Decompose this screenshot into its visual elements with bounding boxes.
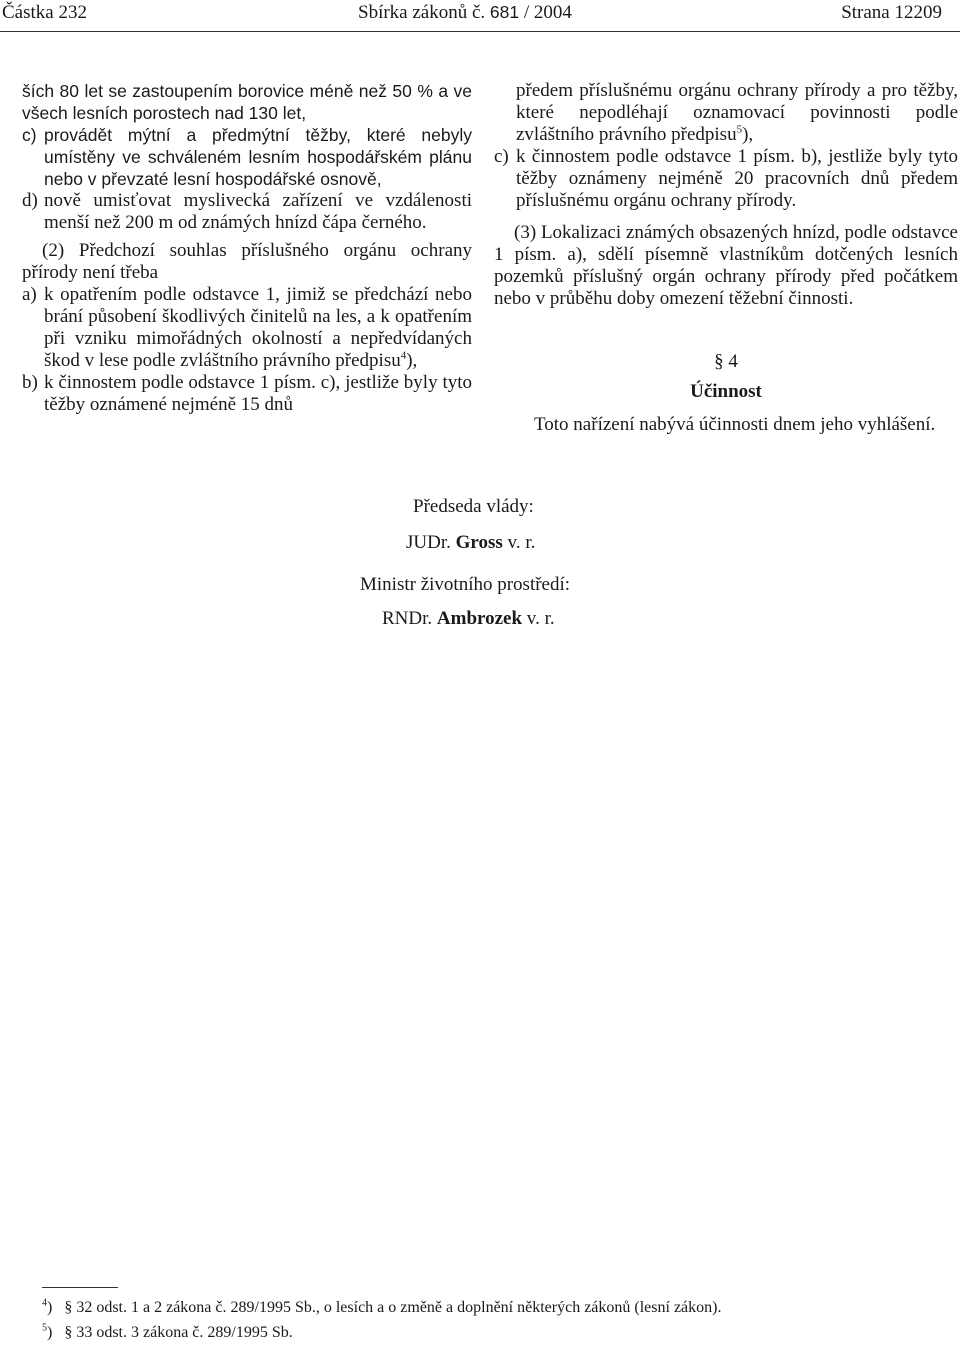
paragraph-2: (2) Předchozí souhlas příslušného orgánu ochrany přírody není třeba <box>22 240 472 283</box>
list-item-b <box>22 372 472 416</box>
header-page-number: Strana 12209 <box>841 2 942 23</box>
continuation-text: ších 80 let se zastoupením borovice méně než 50 % a ve všech lesních porostech nad 130 let, <box>22 81 472 123</box>
list-item-label: c) <box>494 146 509 167</box>
list-item-a <box>22 284 472 372</box>
minister-signature <box>382 608 555 630</box>
section-title: Účinnost <box>690 381 762 402</box>
footnote-text: 33 odst. 3 zákona č. 289/1995 Sb. <box>76 1324 293 1341</box>
footnote-4 <box>42 1299 721 1317</box>
list-item-c <box>22 124 472 190</box>
footnote-paren: ) <box>47 1324 53 1341</box>
list-item-text: k činnostem podle odstavce 1 písm. b), jestliže byly tyto těžby oznámeny nejméně 20 pracovních dnů předem příslušnému orgánu ochrany přírody. <box>516 146 958 211</box>
page-header <box>0 0 960 32</box>
footnote-text: 32 odst. 1 a 2 zákona č. 289/1995 Sb., o lesích a o změně a doplnění některých zákonů (lesní zákon). <box>76 1299 722 1316</box>
section-number: § 4 <box>714 351 738 372</box>
effect-clause: Toto nařízení nabývá účinnosti dnem jeho vyhlášení. <box>534 414 936 435</box>
list-item-d <box>22 190 472 234</box>
minister-title: RNDr. <box>382 608 433 629</box>
pm-signature <box>406 532 535 554</box>
list-item-text <box>44 284 472 372</box>
section-heading <box>494 350 958 404</box>
continuation-end: ), <box>742 124 754 145</box>
continuation-body: předem příslušnému orgánu ochrany přírody a pro těžby, které nepodléhají oznamovací povinnosti podle zvláštního právního předpisu <box>516 80 958 145</box>
footnote-ref: 5 <box>736 123 743 136</box>
right-column <box>494 80 958 310</box>
header-rule <box>0 31 960 32</box>
list-item-text: provádět mýtní a předmýtní těžby, které nebyly umístěny ve schváleném lesním hospodářském plánu nebo v převzaté lesní hospodářské osnově, <box>44 125 472 189</box>
left-column <box>22 80 472 416</box>
list-item-end: ), <box>406 350 418 371</box>
footnote-rule <box>42 1287 118 1288</box>
minister-role: Ministr životního prostředí: <box>360 574 571 595</box>
list-item-body: k opatřením podle odstavce 1, jimiž se předchází nebo brání působení škodlivých činitelů na les, a k opatřením při vzniku mimořádných okolností a nepředvídaných škod v lese podle zvláštního právního předpisu <box>44 284 472 371</box>
list-item-c <box>494 146 958 212</box>
header-collection-prefix: Sbírka zákonů č. <box>358 2 486 23</box>
list-item-label: a) <box>22 284 37 305</box>
header-part: Částka 232 <box>2 2 87 23</box>
section-symbol: § <box>64 1299 73 1316</box>
list-item-label: d) <box>22 190 38 211</box>
continuation-text <box>494 80 958 146</box>
footnote-mark: 4 <box>42 1297 47 1309</box>
minister-name: Ambrozek <box>436 608 523 629</box>
pm-title: JUDr. <box>406 532 451 553</box>
pm-name: Gross <box>455 532 503 553</box>
list-item-label: c) <box>22 125 37 145</box>
pm-vr: v. r. <box>507 532 536 553</box>
header-collection-year: / 2004 <box>523 2 572 23</box>
section-symbol: § <box>64 1324 73 1341</box>
header-collection-number: 681 <box>489 2 520 22</box>
list-item-label: b) <box>22 372 38 393</box>
minister-vr: v. r. <box>526 608 555 629</box>
footnote-mark: 5 <box>42 1322 47 1334</box>
footnote-paren: ) <box>47 1299 53 1316</box>
paragraph-3: (3) Lokalizaci známých obsazených hnízd, podle odstavce 1 písm. a), sdělí písemně vlastníkům dotčených lesních pozemků příslušný orgán ochrany přírody před počátkem nebo v průběhu doby omezení těžební činnosti. <box>494 222 958 309</box>
list-item-text: k činnostem podle odstavce 1 písm. c), jestliže byly tyto těžby oznámené nejméně 15 dnů <box>44 372 472 415</box>
pm-role: Předseda vlády: <box>413 496 534 517</box>
list-item-text: nově umisťovat myslivecká zařízení ve vzdálenosti menší než 200 m od známých hnízd čápa černého. <box>44 190 472 233</box>
footnote-5 <box>42 1324 293 1342</box>
footnote-ref: 4 <box>400 349 407 362</box>
header-collection <box>358 2 572 24</box>
